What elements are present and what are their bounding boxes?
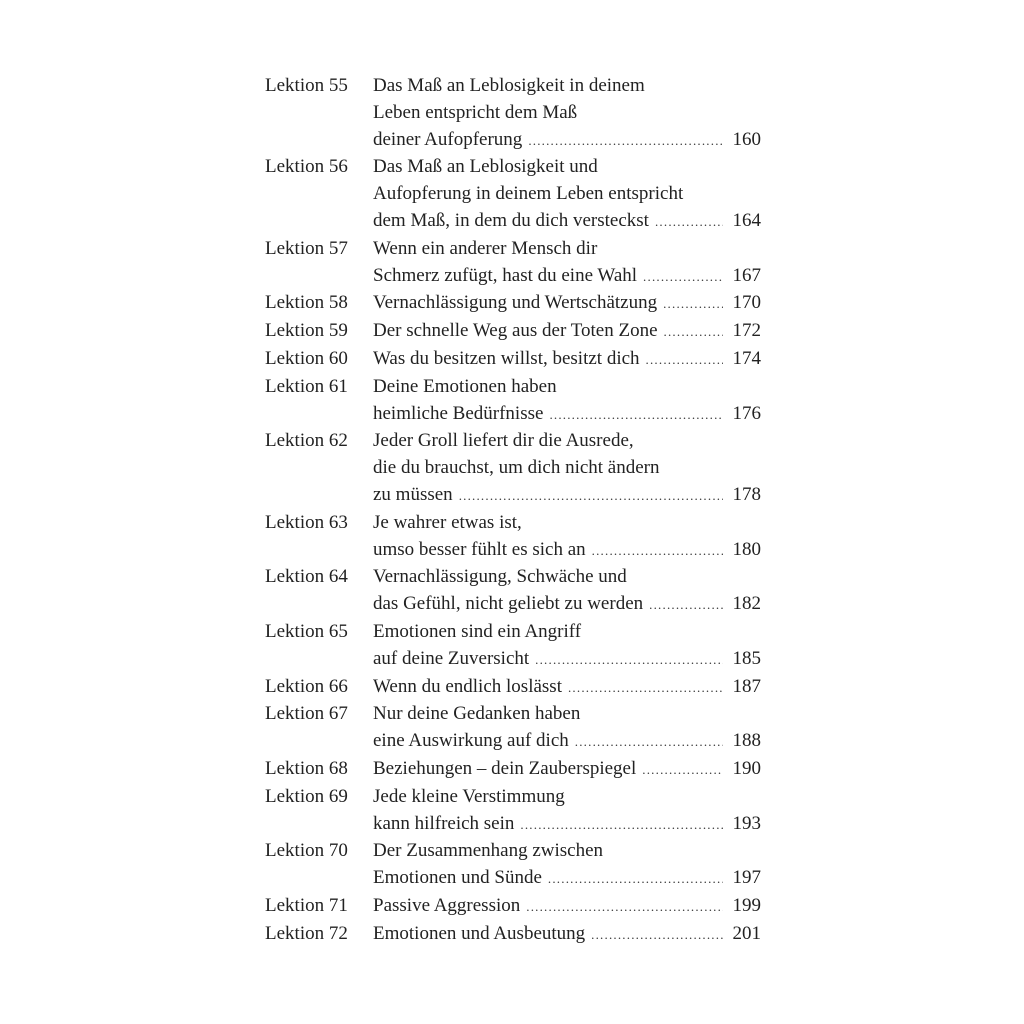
- title-last-line: [373, 921, 761, 949]
- toc-entry: [265, 346, 761, 374]
- toc-entry: [265, 674, 761, 702]
- lesson-number: Lektion 59: [265, 320, 348, 342]
- lesson-number: Lektion 62: [265, 430, 348, 452]
- lesson-number: Lektion 65: [265, 620, 348, 642]
- dot-leader: [520, 812, 723, 839]
- dot-leader: [568, 675, 723, 702]
- dot-leader: [643, 264, 723, 291]
- title-line: Vernachlässigung und Wertschätzung: [373, 292, 658, 314]
- entry-title: [373, 674, 761, 702]
- dot-leader: [526, 894, 723, 921]
- toc-entry: [265, 290, 761, 318]
- dot-leader: [548, 866, 723, 893]
- page-number: 182: [732, 593, 761, 615]
- dot-leader: [459, 483, 723, 510]
- entry-title: [373, 510, 761, 565]
- dot-leader: [528, 128, 723, 155]
- title-line: Wenn ein anderer Mensch dir: [373, 237, 598, 259]
- title-line: Jeder Groll liefert dir die Ausrede,: [373, 430, 634, 452]
- toc-entry: [265, 838, 761, 893]
- title-line: Der schnelle Weg aus der Toten Zone: [373, 320, 658, 342]
- title-line: Emotionen und Ausbeutung: [373, 922, 586, 944]
- entry-title: [373, 619, 761, 674]
- title-line: Leben entspricht dem Maß: [373, 101, 578, 123]
- toc-entry: [265, 318, 761, 346]
- title-line: Vernachlässigung, Schwäche und: [373, 566, 627, 588]
- toc-entry: [265, 154, 761, 235]
- title-line: Passive Aggression: [373, 894, 521, 916]
- title-last-line: [373, 127, 761, 155]
- entry-title: [373, 893, 761, 921]
- lesson-number: Lektion 57: [265, 237, 348, 259]
- page-number: 180: [732, 538, 761, 560]
- entry-title: [373, 701, 761, 756]
- entry-title: [373, 756, 761, 784]
- toc-entry: [265, 374, 761, 429]
- page-number: 176: [732, 402, 761, 424]
- title-line: Jede kleine Verstimmung: [373, 785, 565, 807]
- title-last-line: [373, 263, 761, 291]
- lesson-number: Lektion 72: [265, 922, 348, 944]
- entry-title: [373, 154, 761, 235]
- entry-title: [373, 428, 761, 509]
- dot-leader: [642, 757, 723, 784]
- title-last-line: [373, 865, 761, 893]
- page-number: 172: [732, 320, 761, 342]
- lesson-number: Lektion 61: [265, 375, 348, 397]
- toc-entry: [265, 564, 761, 619]
- toc-entry: [265, 428, 761, 509]
- entry-title: [373, 784, 761, 839]
- entry-title: [373, 236, 761, 291]
- title-last-line: [373, 290, 761, 318]
- toc-entry: [265, 756, 761, 784]
- toc-entry: [265, 921, 761, 949]
- title-last-line: [373, 318, 761, 346]
- toc-entry: [265, 893, 761, 921]
- lesson-number: Lektion 60: [265, 347, 348, 369]
- lesson-number: Lektion 69: [265, 785, 348, 807]
- page-number: 185: [732, 647, 761, 669]
- page-number: 160: [732, 128, 761, 150]
- lesson-number: Lektion 68: [265, 757, 348, 779]
- dot-leader: [646, 347, 723, 374]
- title-line: Das Maß an Leblosigkeit und: [373, 156, 598, 178]
- title-line: Der Zusammenhang zwischen: [373, 840, 604, 862]
- title-line: Beziehungen – dein Zauberspiegel: [373, 757, 637, 779]
- page-number: 193: [732, 812, 761, 834]
- title-line: Schmerz zufügt, hast du eine Wahl: [373, 264, 638, 286]
- dot-leader: [663, 291, 723, 318]
- entry-title: [373, 564, 761, 619]
- lesson-number: Lektion 67: [265, 703, 348, 725]
- lesson-number: Lektion 55: [265, 75, 348, 96]
- title-last-line: [373, 346, 761, 374]
- lesson-number: Lektion 63: [265, 511, 348, 533]
- title-line: dem Maß, in dem du dich versteckst: [373, 209, 649, 231]
- title-line: die du brauchst, um dich nicht ändern: [373, 457, 660, 479]
- page-number: 170: [732, 292, 761, 314]
- dot-leader: [549, 402, 723, 429]
- dot-leader: [535, 647, 723, 674]
- page-number: 167: [732, 264, 761, 286]
- lesson-number: Lektion 66: [265, 675, 348, 697]
- dot-leader: [575, 729, 723, 756]
- entry-title: [373, 318, 761, 346]
- entry-title: [373, 73, 761, 154]
- entry-title: [373, 374, 761, 429]
- title-last-line: [373, 482, 761, 510]
- lesson-number: Lektion 70: [265, 840, 348, 862]
- table-of-contents: [265, 73, 761, 949]
- title-line: das Gefühl, nicht geliebt zu werden: [373, 593, 644, 615]
- page-number: 187: [732, 675, 761, 697]
- page-number: 164: [732, 209, 761, 231]
- page-number: 197: [732, 867, 761, 889]
- title-line: Das Maß an Leblosigkeit in deinem: [373, 75, 645, 96]
- toc-entry: [265, 510, 761, 565]
- title-last-line: [373, 646, 761, 674]
- title-last-line: [373, 537, 761, 565]
- title-line: eine Auswirkung auf dich: [373, 730, 569, 752]
- entry-title: [373, 838, 761, 893]
- lesson-number: Lektion 58: [265, 292, 348, 314]
- dot-leader: [664, 319, 723, 346]
- title-line: Je wahrer etwas ist,: [373, 511, 522, 533]
- title-last-line: [373, 401, 761, 429]
- page-number: 199: [732, 894, 761, 916]
- title-line: kann hilfreich sein: [373, 812, 515, 834]
- title-line: zu müssen: [373, 483, 453, 505]
- title-last-line: [373, 811, 761, 839]
- title-line: Emotionen sind ein Angriff: [373, 620, 582, 642]
- page-number: 188: [732, 730, 761, 752]
- dot-leader: [649, 592, 723, 619]
- title-last-line: [373, 756, 761, 784]
- dot-leader: [655, 209, 723, 236]
- title-last-line: [373, 674, 761, 702]
- lesson-number: Lektion 56: [265, 156, 348, 178]
- title-last-line: [373, 208, 761, 236]
- page-number: 190: [732, 757, 761, 779]
- lesson-number: Lektion 71: [265, 894, 348, 916]
- entry-title: [373, 921, 761, 949]
- dot-leader: [591, 922, 723, 949]
- title-line: auf deine Zuversicht: [373, 647, 530, 669]
- title-last-line: [373, 591, 761, 619]
- page-number: 201: [732, 922, 761, 944]
- toc-entry: [265, 701, 761, 756]
- entry-title: [373, 346, 761, 374]
- toc-entry: [265, 619, 761, 674]
- title-line: deiner Aufopferung: [373, 128, 523, 150]
- title-line: Deine Emotionen haben: [373, 375, 557, 397]
- title-line: umso besser fühlt es sich an: [373, 538, 586, 560]
- dot-leader: [592, 538, 723, 565]
- title-line: heimliche Bedürfnisse: [373, 402, 544, 424]
- toc-entry: [265, 73, 761, 154]
- lesson-number: Lektion 64: [265, 566, 348, 588]
- page-number: 174: [732, 347, 761, 369]
- title-line: Was du besitzen willst, besitzt dich: [373, 347, 640, 369]
- title-line: Emotionen und Sünde: [373, 867, 542, 889]
- toc-entry: [265, 784, 761, 839]
- page-number: 178: [732, 483, 761, 505]
- toc-entry: [265, 236, 761, 291]
- title-line: Wenn du endlich loslässt: [373, 675, 562, 697]
- entry-title: [373, 290, 761, 318]
- title-last-line: [373, 893, 761, 921]
- title-line: Nur deine Gedanken haben: [373, 703, 581, 725]
- title-line: Aufopferung in deinem Leben entspricht: [373, 183, 684, 205]
- title-last-line: [373, 728, 761, 756]
